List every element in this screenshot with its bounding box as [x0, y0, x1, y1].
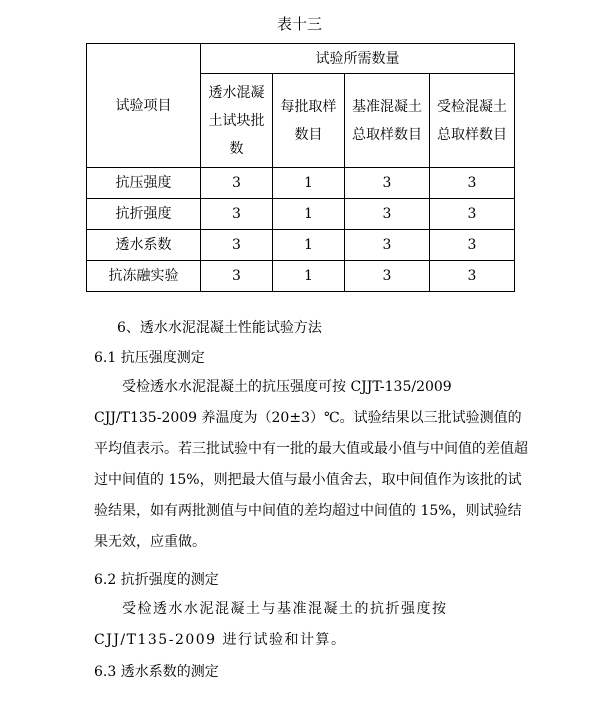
table-row: [87, 230, 515, 261]
table-cell: 3: [430, 199, 515, 230]
header-line: 总取样数目: [437, 126, 507, 143]
header-line: 每批取样: [280, 98, 337, 115]
header-test-item: 试验项目: [87, 44, 201, 168]
header-quantity-group: 试验所需数量: [201, 44, 515, 74]
header-samples-per-batch: [273, 74, 345, 168]
table-cell: 3: [201, 261, 273, 292]
header-line: 总取样数目: [352, 126, 422, 143]
header-line: 数: [229, 140, 244, 157]
paragraph-line: 验结果，如有两批测值与中间值的差均超过中间值的 15%，则试验结: [94, 503, 522, 519]
table-row: [87, 168, 515, 199]
section-6-1-body: [94, 372, 534, 558]
header-line: 土试块批: [208, 112, 265, 129]
table-cell: 1: [273, 230, 345, 261]
table-row: [87, 261, 515, 292]
table-cell: 1: [273, 261, 345, 292]
header-line: 透水混凝: [208, 84, 265, 101]
header-reference-total: [345, 74, 430, 168]
table-cell: 1: [273, 168, 345, 199]
paragraph-line: CJJ/T135-2009 养温度为（20±3）℃。试验结果以三批试验测值的: [94, 410, 522, 426]
header-line: 受检混凝土: [437, 98, 507, 115]
table-caption: 表十三: [276, 15, 322, 33]
paragraph-line: 平均值表示。若三批试验中有一批的最大值或最小值与中间值的差值超: [94, 441, 528, 457]
section-6-3-title: 6.3 透水系数的测定: [94, 664, 219, 680]
row-label: 抗压强度: [87, 168, 201, 199]
header-batch-count: [201, 74, 273, 168]
paragraph-line: 果无效，应重做。: [94, 534, 206, 550]
table-cell: 3: [345, 230, 430, 261]
table-cell: 3: [201, 199, 273, 230]
table-cell: 3: [430, 230, 515, 261]
section-6-2-title: 6.2 抗折强度的测定: [94, 572, 219, 588]
table-cell: 3: [345, 168, 430, 199]
section-heading: 6、透水水泥混凝土性能试验方法: [117, 320, 322, 336]
paragraph-line: 过中间值的 15%，则把最大值与最小值舍去，取中间值作为该批的试: [94, 472, 522, 488]
row-label: 抗冻融实验: [87, 261, 201, 292]
table-row: [87, 199, 515, 230]
table-cell: 1: [273, 199, 345, 230]
table-cell: 3: [345, 199, 430, 230]
row-label: 透水系数: [87, 230, 201, 261]
row-label: 抗折强度: [87, 199, 201, 230]
header-tested-total: [430, 74, 515, 168]
header-line: 数目: [294, 126, 323, 143]
paragraph-line: CJJ/T135-2009 进行试验和计算。: [94, 632, 347, 648]
table-cell: 3: [345, 261, 430, 292]
test-quantity-table: [86, 43, 515, 292]
paragraph-line: 受检透水水泥混凝土与基准混凝土的抗折强度按: [122, 601, 448, 617]
table-cell: 3: [430, 168, 515, 199]
paragraph-line: 受检透水水泥混凝土的抗压强度可按 CJJT-135/2009: [122, 379, 452, 395]
table-cell: 3: [430, 261, 515, 292]
section-6-2-body: [94, 594, 534, 656]
table-cell: 3: [201, 230, 273, 261]
header-line: 基准混凝土: [352, 98, 422, 115]
section-6-1-title: 6.1 抗压强度测定: [94, 350, 205, 366]
table-cell: 3: [201, 168, 273, 199]
